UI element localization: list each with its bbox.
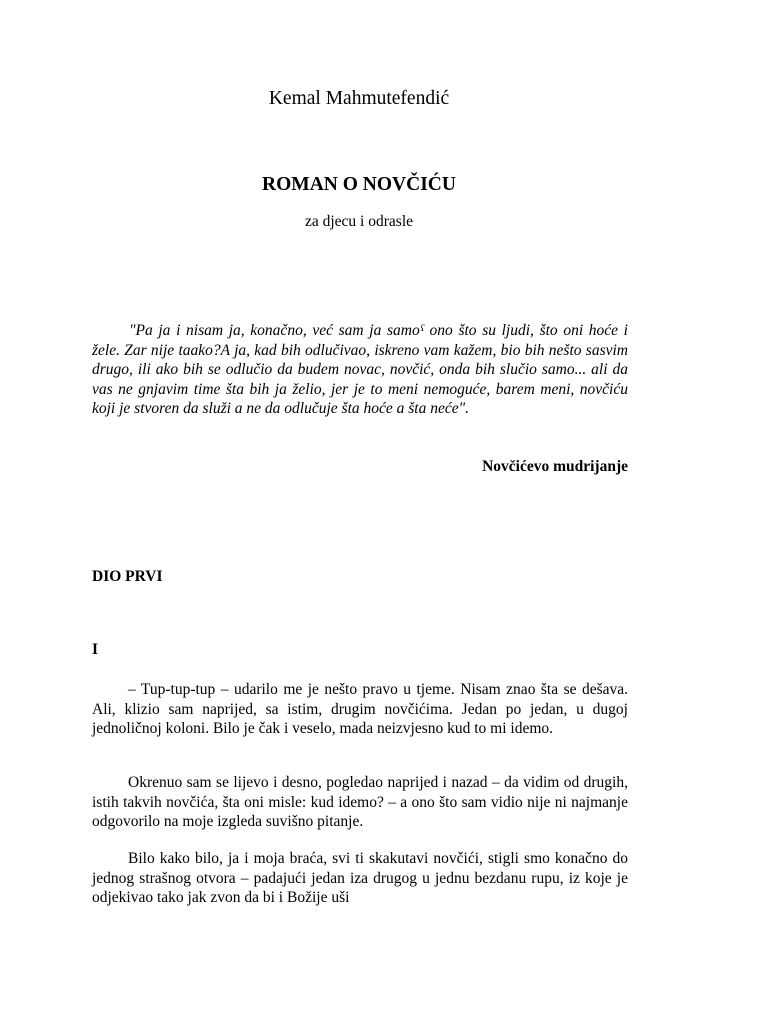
epigraph-text: "Pa ja i nisam ja, konačno, već sam ja samoˤ ono što su ljudi, što oni hoće i žele. Zar nije taako?A ja, kad bih odlučivao, iskreno vam kažem, bio bih nešto sasvim drugo, ili ako bih se odlučio da budem novac, novčić, onda bih slučio samo... ali da vas ne gnjavim time šta bih ja želio, jer je to meni nemoguće, barem meni, novčiću koji je stvoren da služi a ne da odlučuje šta hoće a šta neće". (92, 322, 628, 418)
book-title: ROMAN O NOVČIĆU (262, 174, 456, 195)
book-subtitle: za djecu i odrasle (304, 213, 413, 230)
part-heading: DIO PRVI (92, 568, 163, 585)
body-paragraph: Bilo kako bilo, ja i moja braća, svi ti skakutavi novčići, stigli smo konačno do jednog strašnog otvora – padajući jedan iza drugog u jednu bezdanu rupu, iz koje je odjekivao tako jak zvon da bi i Božije uši (92, 850, 628, 907)
author-name: Kemal Mahmutefendić (268, 88, 450, 109)
body-paragraph: – Tup-tup-tup – udarilo me je nešto pravo u tjeme. Nisam znao šta se dešava. Ali, klizio sam naprijed, sa istim, drugim novčićima. Jedan po jedan, u dugoj jednoličnoj koloni. Bilo je čak i veselo, mada neizvjesno kud to mi idemo. (92, 681, 628, 738)
chapter-heading: I (92, 641, 99, 658)
body-paragraph: Okrenuo sam se lijevo i desno, pogledao naprijed i nazad – da vidim od drugih, istih takvih novčića, šta oni misle: kud idemo? – a ono što sam vidio nije ni najmanje odgovorilo na moje izgleda suvišno pitanje. (92, 774, 628, 831)
epigraph-source: Novčićevo mudrijanje (482, 458, 628, 475)
